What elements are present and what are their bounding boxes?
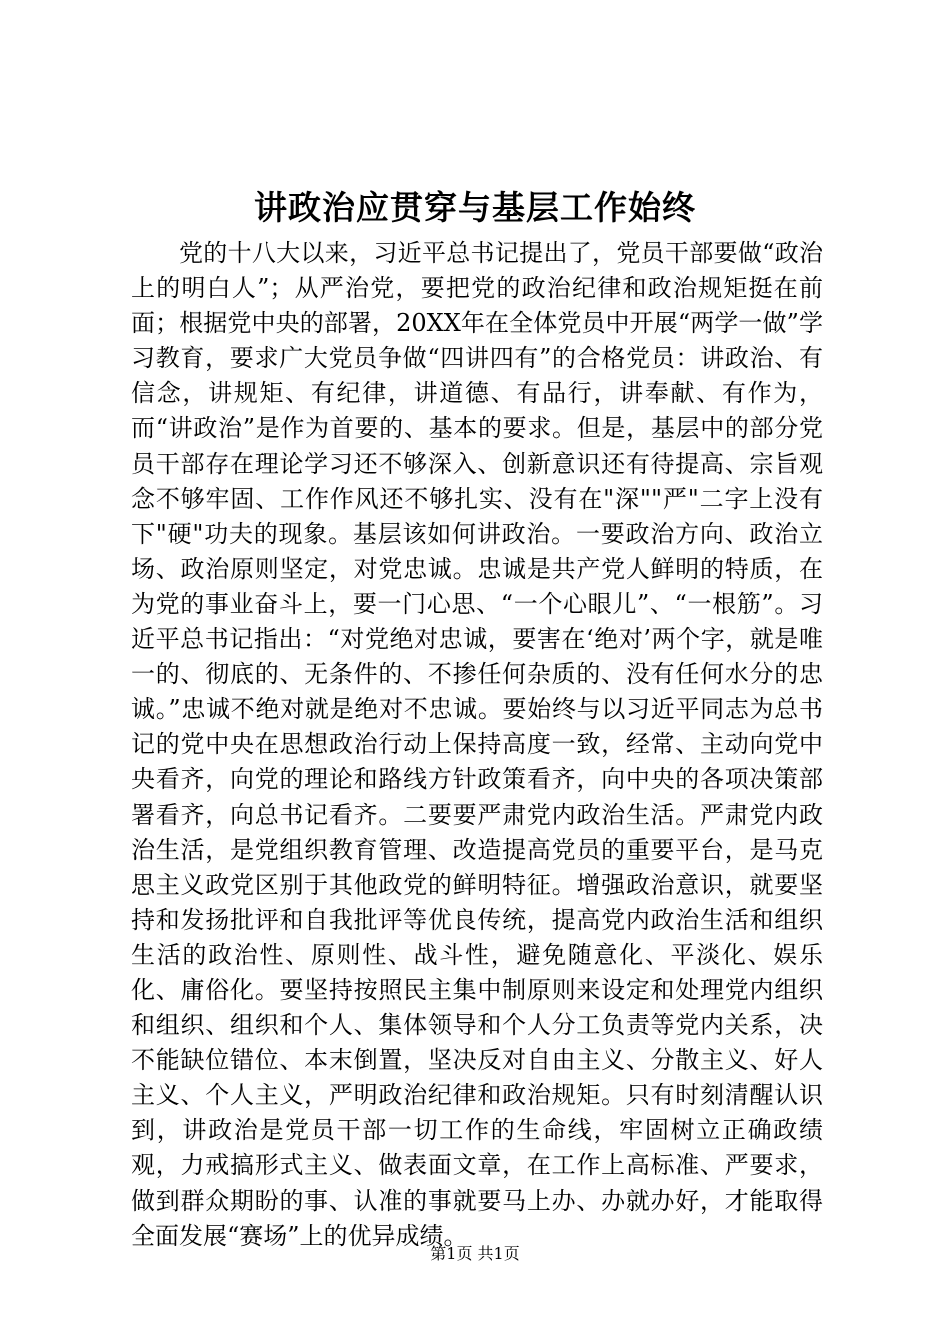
page-footer: 第1页 共1页 <box>430 1244 520 1263</box>
body-paragraph: 党的十八大以来，习近平总书记提出了，党员干部要做“政治上的明白人”；从严治党，要把党的政治纪律和政治规矩挺在前面；根据党中央的部署，20XX年在全体党员中开展“两学一做”学习教育，要求广大党员争做“四讲四有”的合格党员：讲政治、有信念，讲规矩、有纪律，讲道德、有品行，讲奉献、有作为，而“讲政治”是作为首要的、基本的要求。但是，基层中的部分党员干部存在理论学习还不够深入、创新意识还有待提高、宗旨观念不够牢固、工作作风还不够扎实、没有在"深""严"二字上没有下"硬"功夫的现象。基层该如何讲政治。一要政治方向、政治立场、政治原则坚定，对党忠诚。忠诚是共产党人鲜明的特质，在为党的事业奋斗上，要一门心思、“一个心眼儿”、“一根筋”。习近平总书记指出：“对党绝对忠诚，要害在‘绝对’两个字，就是唯一的、彻底的、无条件的、不掺任何杂质的、没有任何水分的忠诚。”忠诚不绝对就是绝对不忠诚。要始终与以习近平同志为总书记的党中央在思想政治行动上保持高度一致，经常、主动向党中央看齐，向党的理论和路线方针政策看齐，向中央的各项决策部署看齐，向总书记看齐。二要要严肃党内政治生活。严肃党内政治生活，是党组织教育管理、改造提高党员的重要平台，是马克思主义政党区别于其他政党的鲜明特征。增强政治意识，就要坚持和发扬批评和自我批评等优良传统，提高党内政治生活和组织生活的政治性、原则性、战斗性，避免随意化、平淡化、娱乐化、庸俗化。要坚持按照民主集中制原则来设定和处理党内组织和组织、组织和个人、集体领导和个人分工负责等党内关系，决不能缺位错位、本末倒置，坚决反对自由主义、分散主义、好人主义、个人主义，严明政治纪律和政治规矩。只有时刻清醒认识到，讲政治是党员干部一切工作的生命线，牢固树立正确政绩观，力戒搞形式主义、做表面文章，在工作上高标准、严要求，做到群众期盼的事、认准的事就要马上办、办就办好，才能取得全面发展“赛场”上的优异成绩。 <box>131 239 823 1250</box>
document-title: 讲政治应贯穿与基层工作始终 <box>254 188 696 227</box>
